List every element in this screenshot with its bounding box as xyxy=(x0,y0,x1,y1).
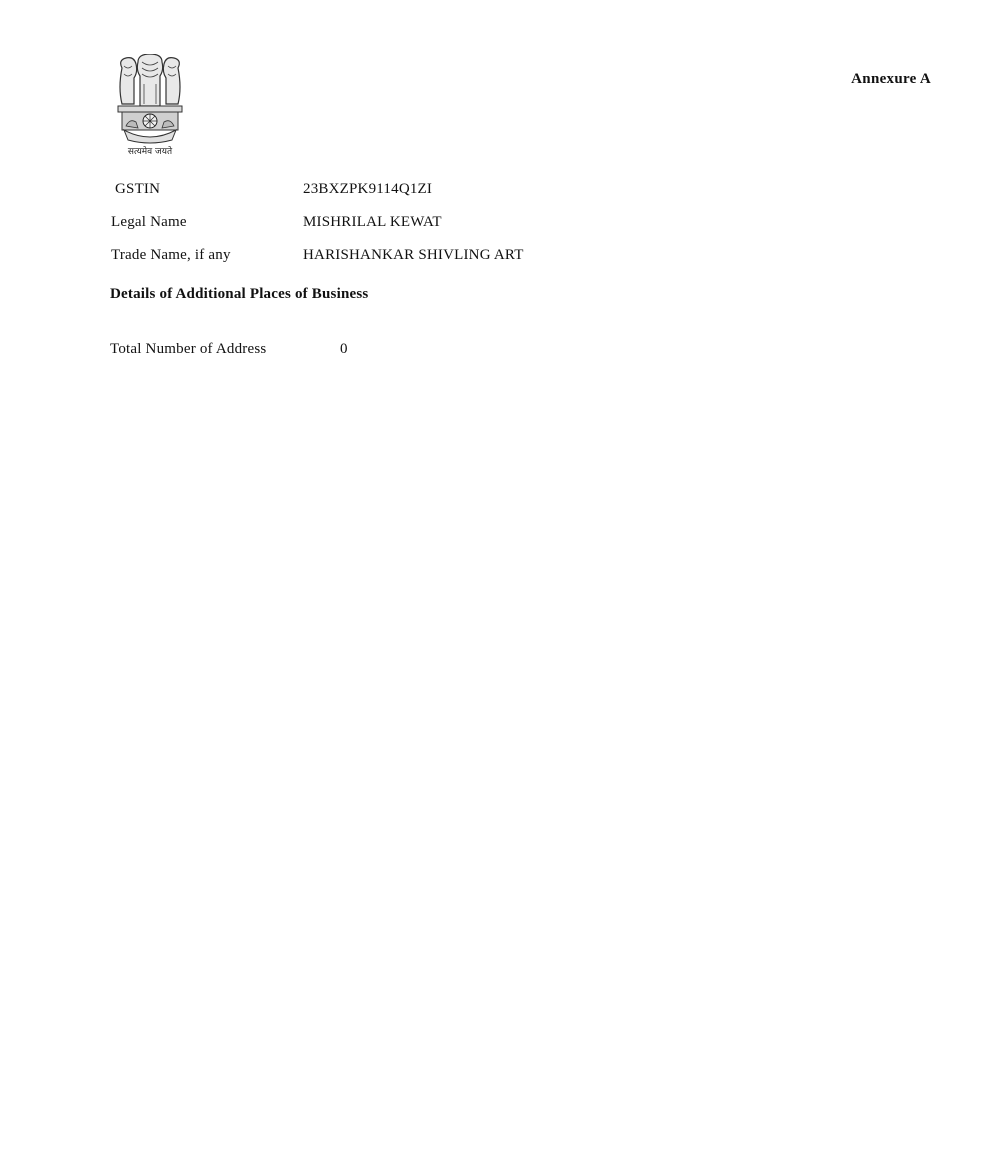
national-emblem-logo xyxy=(108,54,192,160)
emblem-motto: सत्यमेव जयते xyxy=(127,147,173,157)
total-address-value: 0 xyxy=(340,341,348,357)
total-address-label: Total Number of Address xyxy=(110,341,267,357)
trade-name-label: Trade Name, if any xyxy=(111,247,231,263)
gstin-value: 23BXZPK9114Q1ZI xyxy=(303,181,433,197)
trade-name-value: HARISHANKAR SHIVLING ART xyxy=(303,247,524,263)
gstin-label: GSTIN xyxy=(115,181,161,197)
lion-capital-icon xyxy=(108,54,192,144)
legal-name-label: Legal Name xyxy=(111,214,187,230)
legal-name-value: MISHRILAL KEWAT xyxy=(303,214,442,230)
section-heading: Details of Additional Places of Business xyxy=(110,286,369,302)
annexure-label: Annexure A xyxy=(851,71,931,87)
